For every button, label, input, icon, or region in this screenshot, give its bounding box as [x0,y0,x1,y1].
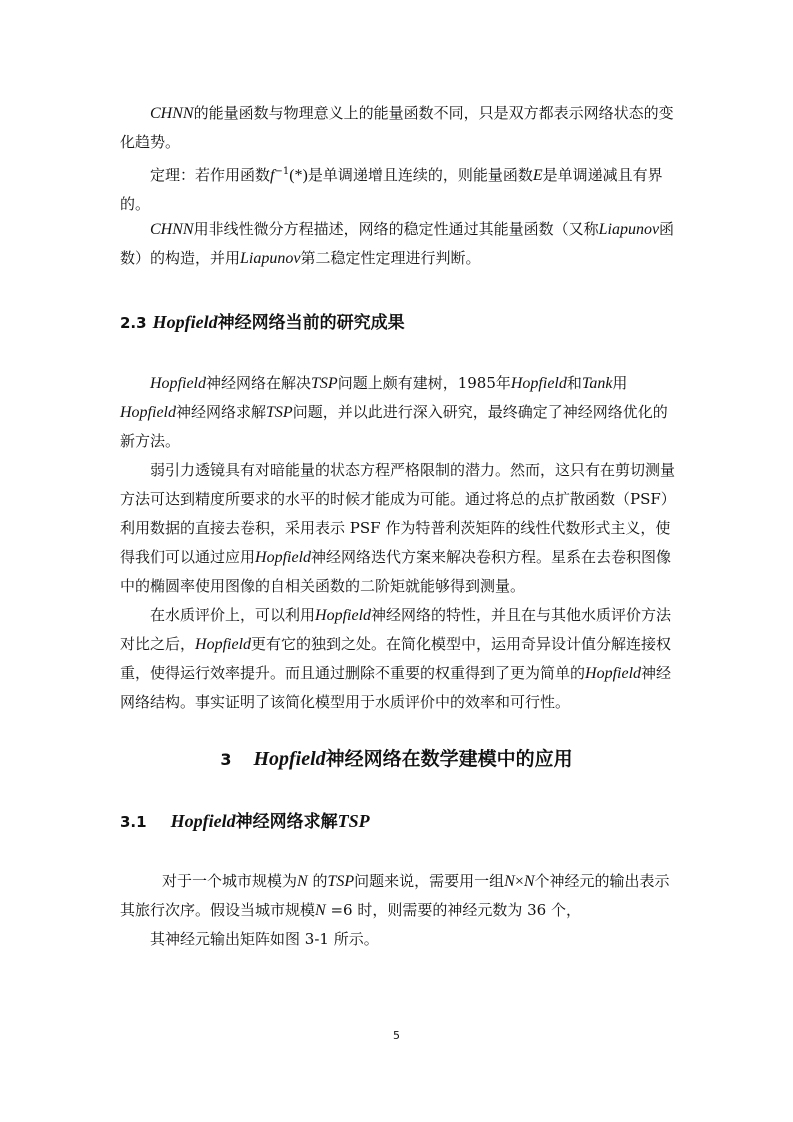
term-hopfield: Hopfield [585,665,642,682]
chapter-title: 神经网络在数学建模中的应用 [325,748,573,770]
paragraph-text: 神经网络求解 [176,403,267,421]
paragraph-text: 函数）的构造，并用 [120,220,675,267]
paragraph-text: 神经网络的特性，并且在与其他水质评价方法对比之后， [120,606,672,653]
paragraph-text: 神经网络在解决 [206,374,312,392]
paragraph-text: 更有它的独到之处。在简化模型中，运用奇异设计值分解连接权重，使得运行效率提升。而且通过删除不重要的权重得到了更为简单的 [120,635,672,682]
chapter-number: 3 [220,750,232,769]
paragraph-hopfield-tsp [120,369,680,456]
paragraph-text: 用非线性微分方程描述，网络的稳定性通过其能量函数（又称 [193,220,599,238]
section-heading-3-1 [120,807,370,832]
paragraph-text: 个神经元的输出表示其旅行次序。假设当城市规模 [120,872,670,919]
term-hopfield: Hopfield [255,549,312,566]
paragraph-weak-lensing [120,456,680,601]
term-tsp: TSP [311,375,338,392]
paragraph-text: 和 [566,374,582,392]
paragraph-text: 其神经元输出矩阵如图 3-1 所示。 [150,930,379,948]
paragraph-matrix-figure-ref [120,925,680,954]
function-argument: (*) [289,167,308,184]
paragraph-text: 第二稳定性定理进行判断。 [300,249,481,267]
term-liapunov: Liapunov [240,250,301,267]
section-heading-2-3 [120,308,405,333]
paragraph-water-quality [120,601,680,717]
term-hopfield: Hopfield [315,607,372,624]
paragraph-text: 对于一个城市规模为 [162,872,298,890]
paragraph-text: 问题上颇有建树，1985年 [337,374,511,392]
page-number: 5 [393,1029,400,1042]
paragraph-text: 问题来说，需要用一组 [354,872,505,890]
paragraph-text: =6 时，则需要的神经元数为 36 个， [325,901,581,919]
term-tank: Tank [581,375,613,392]
paragraph-tsp-neurons [120,867,680,925]
term-chnn: CHNN [150,105,194,122]
paragraph-text: 神经网络结构。事实证明了该简化模型用于水质评价中的效率和可行性。 [120,664,672,711]
theorem-tail: 是单调递减且有界的。 [120,166,663,213]
term-hopfield: Hopfield [510,375,567,392]
paragraph-text: 在水质评价上，可以利用 [150,606,316,624]
paragraph-text: 用 [612,374,628,392]
term-tsp: TSP [327,873,355,890]
section-number: 3.1 [120,813,147,831]
variable-n: N [315,902,326,919]
paragraph-text: 的能量函数与物理意义上的能量函数不同，只是双方都表示网络状态的变化趋势。 [120,104,674,151]
variable-n: N [523,873,535,890]
paragraph-chnn-stability [120,215,680,273]
term-hopfield: Hopfield [253,748,326,770]
theorem-lead: 定理：若作用函数 [150,166,271,184]
paragraph-theorem [120,157,680,219]
section-title: 神经网络当前的研究成果 [217,313,405,333]
times-symbol: × [514,873,524,890]
term-tsp: TSP [266,404,293,421]
paragraph-text: 神经网络迭代方案来解决卷积方程。星系在去卷积图像中的椭圆率使用图像的自相关函数的二阶矩就能够得到测量。 [120,548,672,595]
variable-n: N [297,873,308,890]
theorem-middle: 是单调递增且连续的，则能量函数 [307,166,533,184]
paragraph-text: 弱引力透镜具有对暗能量的状态方程严格限制的潜力。然而，这只有在剪切测量方法可达到精度所要求的水平的时候才能成为可能。通过将总的点扩散函数（PSF）利用数据的直接去卷积，采用表示 PSF 作为特普利茨矩阵的线性代数形式主义，使得我们可以通过应用 [120,461,676,566]
section-number: 2.3 [120,314,147,332]
paragraph-text: 的 [307,872,328,890]
term-hopfield: Hopfield [170,811,236,831]
term-liapunov: Liapunov [598,221,660,238]
term-tsp: TSP [337,811,370,831]
function-symbol: f [270,167,275,184]
paragraph-chnn-energy [120,99,680,157]
chapter-heading-3 [0,744,793,771]
term-hopfield: Hopfield [120,404,176,421]
function-superscript: −1 [274,166,290,177]
term-hopfield: Hopfield [150,375,206,392]
term-chnn: CHNN [150,221,194,238]
paragraph-text: 问题，并以此进行深入研究，最终确定了神经网络优化的新方法。 [120,403,668,450]
section-title: 神经网络求解 [235,812,338,832]
variable-n: N [504,873,515,890]
energy-variable: E [532,167,543,184]
term-hopfield: Hopfield [152,312,218,332]
term-hopfield: Hopfield [195,636,252,653]
